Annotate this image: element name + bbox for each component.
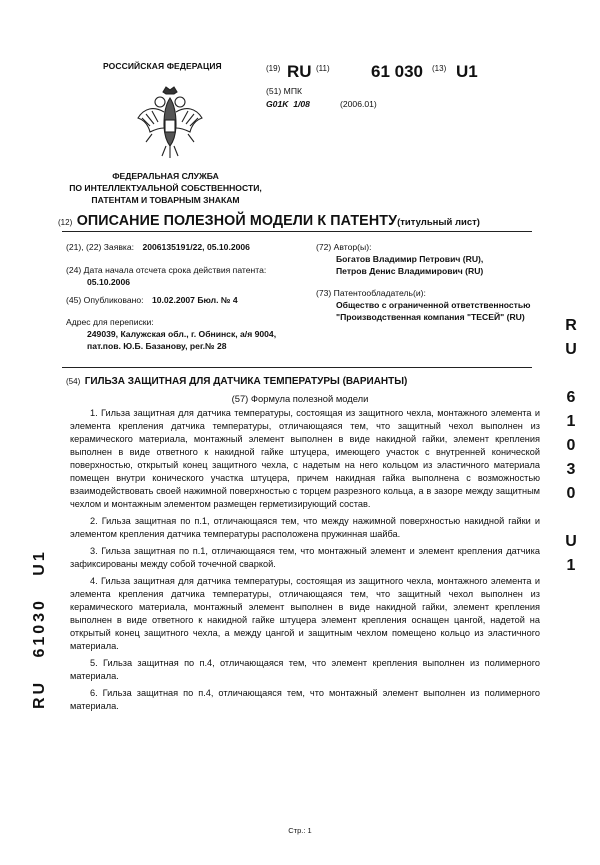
ipc-label: (51) МПК [266,86,303,96]
side-char: 1 [566,557,578,574]
invention-code: (54) [66,377,81,386]
publication-value: 10.02.2007 Бюл. № 4 [151,295,238,305]
code-11: (11) [316,64,330,73]
ipc-year: (2006.01) [340,99,377,109]
agency-line: ФЕДЕРАЛЬНАЯ СЛУЖБА [112,171,219,181]
side-char: 0 [566,437,578,454]
claim-paragraph: 2. Гильза защитная по п.1, отличающаяся тем, что между нажимной поверхностью накидной гайки и элементом крепления датчика температуры расположена пружинная шайба. [70,516,540,539]
claims-heading: (57) Формула полезной модели [231,393,369,404]
agency-line: ПАТЕНТАМ И ТОВАРНЫМ ЗНАКАМ [91,195,240,205]
side-char: U [565,341,579,358]
country-name: РОССИЙСКАЯ ФЕДЕРАЦИЯ [103,61,222,71]
side-char: 3 [566,461,578,478]
claim-paragraph: 4. Гильза защитная для датчика температуры, состоящая из защитного чехла, монтажного элемента и элемента крепления датчика температуры, отличающаяся тем, что защитный чехол выполнен из керамического материала, монтажный элемент выполнен в виде накидной гайки, элемент крепления выполнен в виде ответного к накидной гайке штуцера элемент крепления оснащен цангой, надетой на открытый конец защитного чехла, а между цангой и защитным чехлом помещено кольцо из эластичного материала. [70,576,540,651]
address-line: пат.пов. Ю.Б. Базанову, рег.№ 28 [87,341,227,351]
claim-paragraph: 3. Гильза защитная по п.1, отличающаяся тем, что монтажный элемент и элемент крепления датчика зафиксированы между собой точечной сваркой. [70,546,540,569]
application-value: 2006135191/22, 05.10.2006 [142,242,250,252]
patent-number: 61 030 [371,62,423,81]
publication-label: (45) Опубликовано: [66,295,144,305]
page-number: Стр.: 1 [288,826,312,835]
ipc-class: G01K 1/08 [266,99,310,109]
application-field [66,241,250,253]
code-19: (19) [266,64,281,73]
side-number-right [562,314,582,578]
owner-line: Общество с ограниченной ответственностью [336,300,531,310]
divider [62,231,532,232]
side-number-left-text: RU 61030 U1 [31,549,48,709]
side-char: U [565,533,579,550]
side-number-left [30,500,50,710]
side-char: 6 [566,389,578,406]
code-13: (13) [432,64,447,73]
claim-paragraph: 5. Гильза защитная по п.4, отличающаяся тем, что элемент крепления выполнен из полимерного материала. [70,658,540,681]
side-char: 1 [566,413,578,430]
term-label: (24) Дата начала отсчета срока действия патента: [66,265,267,275]
application-label: (21), (22) Заявка: [66,242,135,252]
publication-field [66,294,238,306]
title-code: (12) [58,218,73,227]
side-char [562,506,582,530]
side-char [562,362,582,386]
title-text: ОПИСАНИЕ ПОЛЕЗНОЙ МОДЕЛИ К ПАТЕНТУ [76,213,398,229]
address-line: 249039, Калужская обл., г. Обнинск, а/я 9004, [87,329,277,339]
document-title [58,212,480,230]
title-note: (титульный лист) [397,217,480,228]
address-label: Адрес для переписки: [66,317,154,327]
coat-of-arms-icon [130,84,210,164]
invention-title [66,371,407,389]
agency-name [58,170,273,206]
owner-line: "Производственная компания "ТЕСЕЙ" (RU) [336,312,525,322]
invention-title-text: ГИЛЬЗА ЗАЩИТНАЯ ДЛЯ ДАТЧИКА ТЕМПЕРАТУРЫ (ВАРИАНТЫ) [84,376,408,387]
owner-label: (73) Патентообладатель(и): [316,288,426,298]
author-name: Петров Денис Владимирович (RU) [336,266,484,276]
claim-paragraph: 6. Гильза защитная по п.4, отличающаяся тем, что монтажный элемент выполнен из полимерного материала. [70,688,540,711]
side-char: R [565,317,579,334]
term-value: 05.10.2006 [87,277,131,287]
side-char: 0 [566,485,578,502]
claim-paragraph: 1. Гильза защитная для датчика температуры, состоящая из защитного чехла, монтажного элемента и элемента крепления датчика температуры, отличающаяся тем, что защитный чехол выполнен из керамического материала, монтажный элемент выполнен в виде накидной гайки, элемент крепления выполнен в виде ответного к накидной гайке штуцера, имеющего участок с внутренней конической поверхностью, открытый конец защитного чехла, с надетым на него кольцом из эластичного материала помещен внутри конического участка штуцера, причем накидная гайка выполнена с возможностью взаимодействовать своей нажимной поверхностью с торцем разрезного кольца, а в зазоре между защитным чехлом и монтажным элементом размещен герметизирующий состав. [70,408,540,509]
author-name: Богатов Владимир Петрович (RU), [336,254,484,264]
country-code: RU [287,62,312,81]
authors-label: (72) Автор(ы): [316,242,372,252]
divider [62,367,532,368]
agency-line: ПО ИНТЕЛЛЕКТУАЛЬНОЙ СОБСТВЕННОСТИ, [69,183,262,193]
kind-code: U1 [456,62,478,81]
claims-body [70,407,540,717]
